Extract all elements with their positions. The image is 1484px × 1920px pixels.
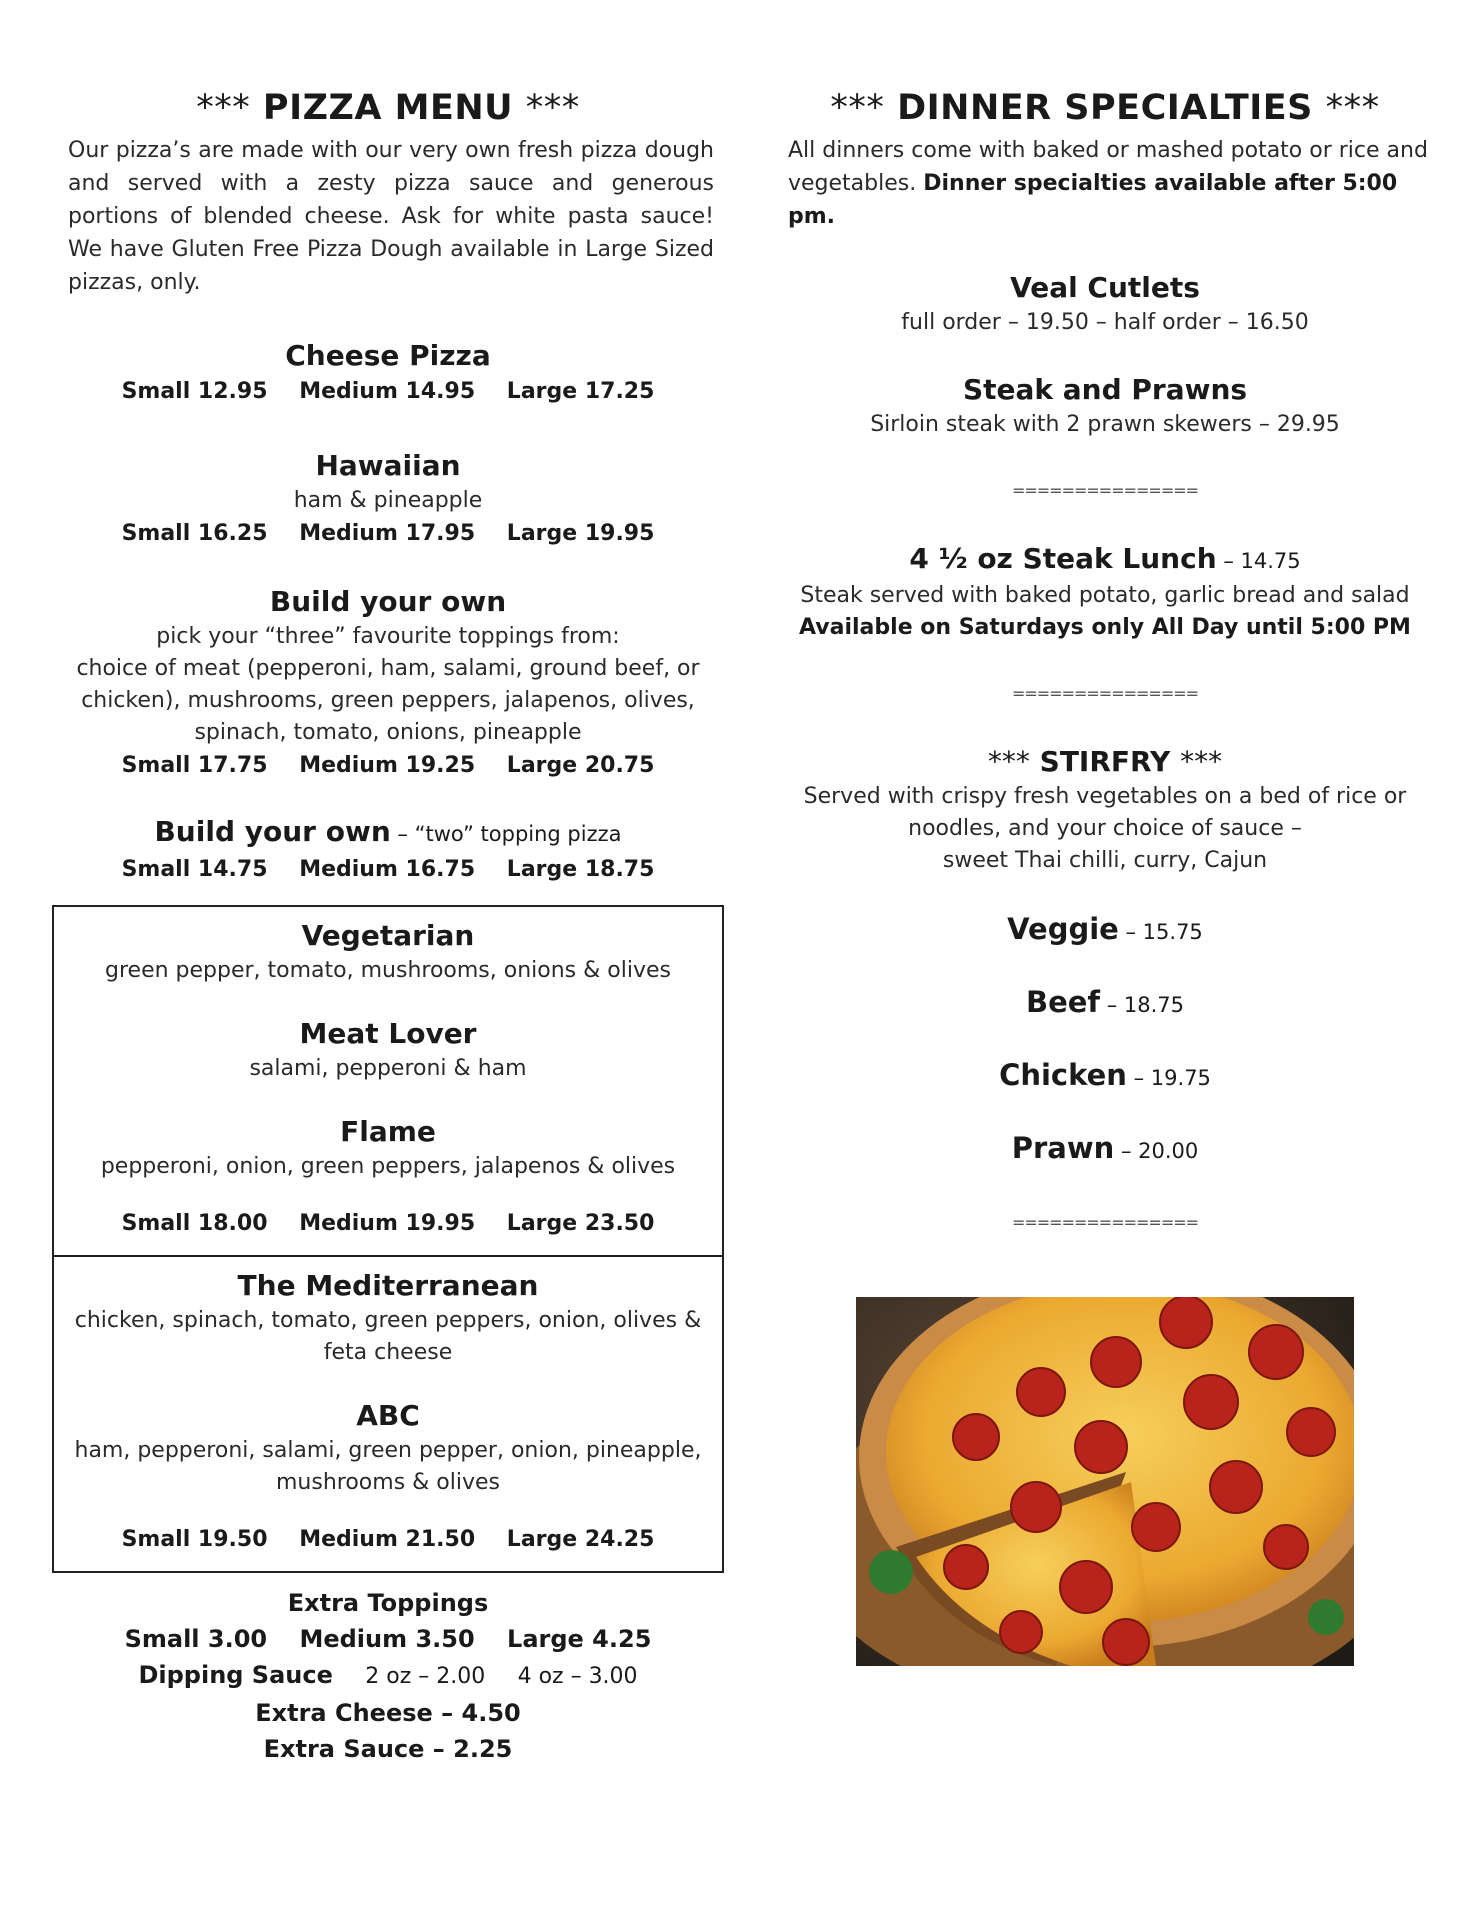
availability-note: Available on Saturdays only All Day until 5:00 PM xyxy=(799,615,1411,640)
pepperoni xyxy=(1091,1337,1141,1387)
item-name: Prawn xyxy=(1011,1131,1115,1165)
pepperoni xyxy=(1264,1525,1308,1569)
menu-item-veal-cutlets xyxy=(780,269,1430,339)
menu-item-steak-prawns xyxy=(780,371,1430,441)
item-price: – 15.75 xyxy=(1118,920,1203,944)
pepperoni xyxy=(1160,1297,1212,1348)
item-name: Chicken xyxy=(999,1058,1127,1092)
pizza-menu-column xyxy=(52,88,724,1767)
pepperoni xyxy=(1017,1368,1065,1416)
specialty-box-1 xyxy=(52,905,724,1257)
title-stars-left: *** xyxy=(196,88,251,128)
price-large: Large 19.95 xyxy=(506,521,655,546)
price-small: Small 17.75 xyxy=(121,753,268,778)
price-large: Large 24.25 xyxy=(506,1527,655,1552)
menu-item-mediterranean xyxy=(54,1267,722,1369)
price-row xyxy=(54,1207,722,1241)
stirfry-desc: Served with crispy fresh vegetables on a bed of rice or noodles, and your choice of sauce – xyxy=(803,784,1407,841)
dinner-column xyxy=(780,88,1430,1232)
extra-toppings-label: Extra Toppings xyxy=(287,1589,489,1617)
price-medium: Medium 14.95 xyxy=(299,379,476,404)
pizza-menu-title xyxy=(52,88,724,128)
title-text: DINNER SPECIALTIES xyxy=(897,88,1313,128)
title-stars-left: *** xyxy=(830,88,885,128)
stirfry-beef xyxy=(780,980,1430,1027)
intro-bold-note: Dinner specialties available after 5:00 pm. xyxy=(788,171,1398,229)
pizza-intro: Our pizza’s are made with our very own fresh pizza dough and served with a zesty pizza sauce and generous portions of blended cheese. Ask for white pasta sauce! We have Gluten Free Pizza Dough available in Large Sized pizzas, only. xyxy=(68,138,714,295)
item-name-line xyxy=(52,813,724,853)
pepperoni xyxy=(1011,1482,1061,1532)
price-large: Large 17.25 xyxy=(506,379,655,404)
pepperoni xyxy=(1060,1561,1112,1613)
item-suffix: – “two” topping pizza xyxy=(390,822,622,846)
menu-item-steak-lunch xyxy=(780,540,1430,644)
pepperoni xyxy=(1103,1619,1149,1665)
pepperoni xyxy=(1249,1325,1303,1379)
menu-item-build-three xyxy=(52,583,724,783)
price-medium: Medium 17.95 xyxy=(299,521,476,546)
stars-left: *** xyxy=(987,745,1030,778)
item-name: Flame xyxy=(340,1115,436,1148)
pepperoni xyxy=(944,1545,988,1589)
item-name: Build your own xyxy=(154,815,391,848)
price-small: Small 12.95 xyxy=(121,379,268,404)
item-name-line xyxy=(780,540,1430,580)
stars-right: *** xyxy=(1180,745,1223,778)
stirfry-section xyxy=(780,743,1430,1173)
pepperoni xyxy=(1210,1461,1262,1513)
item-name: 4 ½ oz Steak Lunch xyxy=(909,542,1217,575)
price-medium: Medium 19.95 xyxy=(299,1211,476,1236)
dipping-label: Dipping Sauce xyxy=(138,1661,333,1689)
item-desc: Steak served with baked potato, garlic bread and salad xyxy=(800,583,1410,608)
price-small: Small 16.25 xyxy=(121,521,268,546)
menu-item-meat-lover xyxy=(54,1015,722,1085)
price-large: Large 23.50 xyxy=(506,1211,655,1236)
stirfry-title xyxy=(780,743,1430,781)
menu-item-vegetarian xyxy=(54,917,722,987)
basil-leaf xyxy=(1308,1599,1344,1635)
item-price: – 19.75 xyxy=(1126,1066,1211,1090)
price-small: Small 18.00 xyxy=(121,1211,268,1236)
price-row xyxy=(52,517,724,551)
price-large: Large 4.25 xyxy=(507,1625,652,1653)
item-name: Vegetarian xyxy=(301,919,475,952)
price-small: Small 14.75 xyxy=(121,857,268,882)
pepperoni xyxy=(1075,1421,1127,1473)
item-name: Cheese Pizza xyxy=(285,339,491,372)
item-name: The Mediterranean xyxy=(237,1269,539,1302)
item-price: – 20.00 xyxy=(1114,1139,1199,1163)
menu-item-hawaiian xyxy=(52,447,724,551)
price-row xyxy=(52,749,724,783)
basil-leaf xyxy=(869,1550,913,1594)
stirfry-chicken xyxy=(780,1053,1430,1100)
divider: =============== xyxy=(1011,481,1199,500)
pepperoni xyxy=(1184,1375,1238,1429)
item-price: – 14.75 xyxy=(1216,549,1301,573)
dinner-title xyxy=(780,88,1430,128)
price-medium: Medium 19.25 xyxy=(299,753,476,778)
item-name: Hawaiian xyxy=(315,449,461,482)
intro-text: All dinners come with baked or mashed potato or rice and vegetables. xyxy=(788,138,1428,196)
title-stars-right: *** xyxy=(1325,88,1380,128)
item-desc: ham & pineapple xyxy=(293,488,483,513)
stirfry-veggie xyxy=(780,907,1430,954)
item-desc: ham, pepperoni, salami, green pepper, onion, pineapple, mushrooms & olives xyxy=(74,1438,702,1495)
item-desc: salami, pepperoni & ham xyxy=(249,1056,527,1081)
item-price: – 18.75 xyxy=(1100,993,1185,1017)
item-name: Beef xyxy=(1025,985,1101,1019)
item-desc-toppings: choice of meat (pepperoni, ham, salami, ground beef, or chicken), mushrooms, green peppers, jalapenos, olives, spinach, tomato, onions, pineapple xyxy=(76,656,700,745)
item-desc: full order – 19.50 – half order – 16.50 xyxy=(901,310,1309,335)
item-name: Meat Lover xyxy=(299,1017,477,1050)
item-desc: Sirloin steak with 2 prawn skewers – 29.95 xyxy=(870,412,1340,437)
menu-item-build-two xyxy=(52,813,724,887)
dipping-sauce-row xyxy=(52,1657,724,1695)
item-desc: green pepper, tomato, mushrooms, onions & olives xyxy=(105,958,671,983)
extra-sauce: Extra Sauce – 2.25 xyxy=(263,1735,513,1763)
price-large: Large 18.75 xyxy=(506,857,655,882)
stirfry-sauces: sweet Thai chilli, curry, Cajun xyxy=(942,848,1268,873)
pepperoni xyxy=(1000,1611,1042,1653)
pepperoni xyxy=(1287,1408,1335,1456)
pepperoni-pizza-photo xyxy=(856,1297,1354,1666)
specialty-box-2 xyxy=(52,1255,724,1573)
price-medium: Medium 3.50 xyxy=(299,1625,475,1653)
pepperoni xyxy=(1132,1503,1180,1551)
price-row xyxy=(52,375,724,409)
stirfry-title-text: STIRFRY xyxy=(1039,745,1171,778)
dipping-2oz: 2 oz – 2.00 xyxy=(365,1664,486,1689)
price-row xyxy=(54,1523,722,1557)
extra-toppings-prices xyxy=(52,1621,724,1657)
item-name: Build your own xyxy=(269,585,507,618)
pepperoni xyxy=(953,1414,999,1460)
price-small: Small 3.00 xyxy=(124,1625,268,1653)
stirfry-prawn xyxy=(780,1126,1430,1173)
menu-item-abc xyxy=(54,1397,722,1499)
price-medium: Medium 21.50 xyxy=(299,1527,476,1552)
price-medium: Medium 16.75 xyxy=(299,857,476,882)
item-name: Steak and Prawns xyxy=(962,373,1248,406)
divider: =============== xyxy=(1011,684,1199,703)
dipping-4oz: 4 oz – 3.00 xyxy=(517,1664,638,1689)
menu-item-cheese-pizza xyxy=(52,337,724,409)
extra-cheese: Extra Cheese – 4.50 xyxy=(255,1699,521,1727)
dinner-intro xyxy=(780,134,1430,233)
extras-section xyxy=(52,1585,724,1767)
item-desc: chicken, spinach, tomato, green peppers, onion, olives & feta cheese xyxy=(74,1308,702,1365)
item-name: Veggie xyxy=(1007,912,1119,946)
price-large: Large 20.75 xyxy=(506,753,655,778)
menu-item-flame xyxy=(54,1113,722,1183)
title-text: PIZZA MENU xyxy=(262,88,514,128)
item-desc: pepperoni, onion, green peppers, jalapenos & olives xyxy=(100,1154,676,1179)
item-name: ABC xyxy=(356,1399,420,1432)
title-stars-right: *** xyxy=(525,88,580,128)
item-name: Veal Cutlets xyxy=(1010,271,1200,304)
price-row xyxy=(52,853,724,887)
item-desc: pick your “three” favourite toppings from: xyxy=(156,624,620,649)
divider: =============== xyxy=(1011,1213,1199,1232)
price-small: Small 19.50 xyxy=(121,1527,268,1552)
